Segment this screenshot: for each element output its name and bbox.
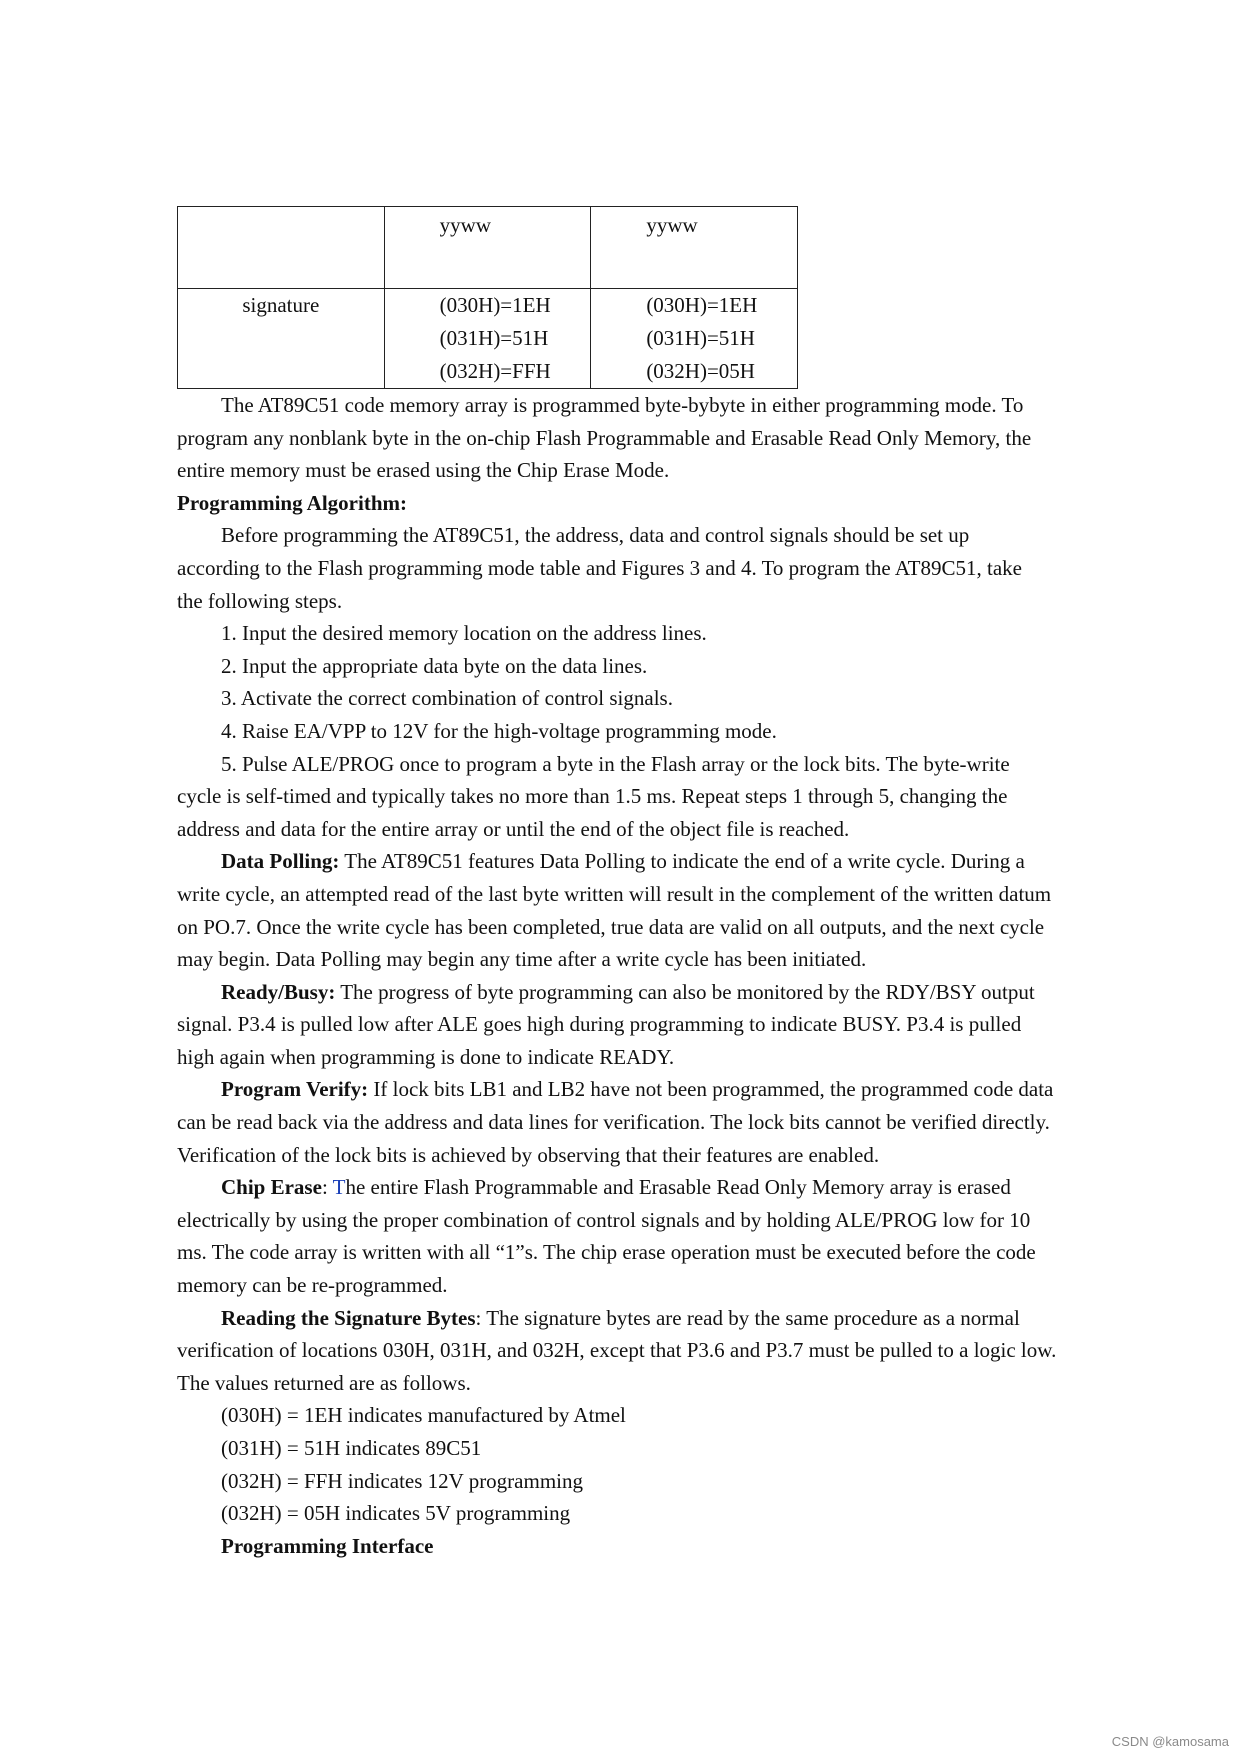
program-verify-paragraph bbox=[177, 1073, 1107, 1171]
paragraph-line bbox=[177, 1073, 1107, 1106]
document-page bbox=[177, 206, 1107, 1562]
list-item: (031H) = 51H indicates 89C51 bbox=[221, 1436, 482, 1460]
paragraph-line: the following steps. bbox=[177, 588, 343, 613]
paragraph-text: : bbox=[321, 1175, 333, 1200]
paragraph-line bbox=[177, 976, 1107, 1009]
table-cell-value: (032H)=05H bbox=[646, 359, 755, 383]
table-cell bbox=[384, 207, 591, 289]
paragraph-line: on PO.7. Once the write cycle has been completed, true data are valid on all outputs, and the next cycle bbox=[177, 914, 1045, 939]
table-cell-label bbox=[178, 207, 385, 289]
signature-paragraph bbox=[177, 1302, 1107, 1530]
table-cell-value: (032H)=FFH bbox=[439, 359, 551, 383]
intro-paragraph bbox=[177, 389, 1107, 487]
term-label: Reading the Signature Bytes bbox=[221, 1305, 476, 1330]
steps-list bbox=[177, 617, 1107, 845]
paragraph-line bbox=[177, 845, 1107, 878]
algorithm-paragraph bbox=[177, 519, 1107, 617]
paragraph-line: The AT89C51 code memory array is programmed byte-bybyte in either programming mode. To bbox=[221, 393, 1024, 417]
paragraph-text: The AT89C51 features Data Polling to indicate the end of a write cycle. During a bbox=[339, 849, 1025, 874]
paragraph-text: The progress of byte programming can also be monitored by the RDY/BSY output bbox=[335, 979, 1035, 1004]
ready-busy-paragraph bbox=[177, 976, 1107, 1074]
paragraph-text: : The signature bytes are read by the same procedure as a normal bbox=[475, 1305, 1020, 1330]
paragraph-line: entire memory must be erased using the Chip Erase Mode. bbox=[177, 458, 670, 483]
paragraph-line: signal. P3.4 is pulled low after ALE goes high during programming to indicate BUSY. P3.4 is pulled bbox=[177, 1012, 1022, 1037]
list-item: 4. Raise EA/VPP to 12V for the high-voltage programming mode. bbox=[221, 718, 777, 743]
paragraph-line bbox=[177, 1302, 1107, 1335]
paragraph-line: verification of locations 030H, 031H, and 032H, except that P3.6 and P3.7 must be pulled to a logic low. bbox=[177, 1338, 1057, 1363]
term-label: Chip Erase bbox=[221, 1175, 322, 1200]
paragraph-line: may begin. Data Polling may begin any time after a write cycle has been initiated. bbox=[177, 947, 867, 972]
paragraph-line: write cycle, an attempted read of the last byte written will result in the complement of the written datum bbox=[177, 881, 1052, 906]
paragraph-line: electrically by using the proper combination of control signals and by holding ALE/PROG low for 10 bbox=[177, 1207, 1031, 1232]
table-cell-value: yyww bbox=[646, 213, 698, 237]
list-item: 1. Input the desired memory location on the address lines. bbox=[221, 621, 707, 646]
paragraph-line: according to the Flash programming mode table and Figures 3 and 4. To program the AT89C51, take bbox=[177, 555, 1022, 580]
term-label: Program Verify: bbox=[221, 1077, 369, 1102]
paragraph-line: ms. The code array is written with all “1”s. The chip erase operation must be executed before the code bbox=[177, 1240, 1036, 1265]
paragraph-line: memory can be re-programmed. bbox=[177, 1273, 448, 1298]
table-cell bbox=[591, 289, 798, 389]
table-cell-value: (031H)=51H bbox=[646, 326, 755, 350]
paragraph-line: Before programming the AT89C51, the address, data and control signals should be set up bbox=[221, 523, 970, 548]
list-item-continuation: address and data for the entire array or until the end of the object file is reached. bbox=[177, 816, 850, 841]
paragraph-line: high again when programming is done to indicate READY. bbox=[177, 1044, 675, 1069]
chip-erase-paragraph bbox=[177, 1171, 1107, 1301]
table-cell-value: yyww bbox=[439, 213, 491, 237]
signature-table bbox=[177, 206, 798, 389]
list-item-continuation: cycle is self-timed and typically takes no more than 1.5 ms. Repeat steps 1 through 5, changing the bbox=[177, 784, 1008, 809]
list-item: 3. Activate the correct combination of control signals. bbox=[221, 686, 673, 711]
watermark: CSDN @kamosama bbox=[1111, 1734, 1229, 1749]
paragraph-line bbox=[177, 1171, 1107, 1204]
table-cell bbox=[384, 289, 591, 389]
table-cell-value: (030H)=1EH bbox=[646, 293, 758, 317]
list-item: 5. Pulse ALE/PROG once to program a byte in the Flash array or the lock bits. The byte-write bbox=[221, 751, 1010, 776]
table-row bbox=[178, 207, 798, 289]
table-cell bbox=[591, 207, 798, 289]
paragraph-text: If lock bits LB1 and LB2 have not been programmed, the programmed code data bbox=[368, 1077, 1054, 1102]
algorithm-heading: Programming Algorithm: bbox=[177, 490, 407, 515]
paragraph-text: he entire Flash Programmable and Erasable Read Only Memory array is erased bbox=[345, 1175, 1011, 1200]
list-item: 2. Input the appropriate data byte on the data lines. bbox=[221, 653, 648, 678]
term-label: Ready/Busy: bbox=[221, 979, 336, 1004]
highlighted-letter: T bbox=[332, 1175, 346, 1200]
interface-heading: Programming Interface bbox=[221, 1533, 434, 1558]
table-cell-value: (030H)=1EH bbox=[439, 293, 551, 317]
table-cell-value: (031H)=51H bbox=[439, 326, 549, 350]
list-item: (032H) = 05H indicates 5V programming bbox=[221, 1501, 571, 1526]
paragraph-line: Verification of the lock bits is achieved by observing that their features are enabled. bbox=[177, 1142, 880, 1167]
paragraph-line: can be read back via the address and data lines for verification. The lock bits cannot be verified directly. bbox=[177, 1110, 1050, 1135]
paragraph-line: program any nonblank byte in the on-chip Flash Programmable and Erasable Read Only Memory, the bbox=[177, 425, 1032, 450]
table-cell-label: signature bbox=[178, 289, 385, 389]
list-item: (032H) = FFH indicates 12V programming bbox=[221, 1468, 584, 1493]
table-row bbox=[178, 289, 798, 389]
paragraph-line: The values returned are as follows. bbox=[177, 1370, 471, 1395]
list-item: (030H) = 1EH indicates manufactured by Atmel bbox=[221, 1403, 626, 1428]
term-label: Data Polling: bbox=[221, 849, 340, 874]
data-polling-paragraph bbox=[177, 845, 1107, 975]
